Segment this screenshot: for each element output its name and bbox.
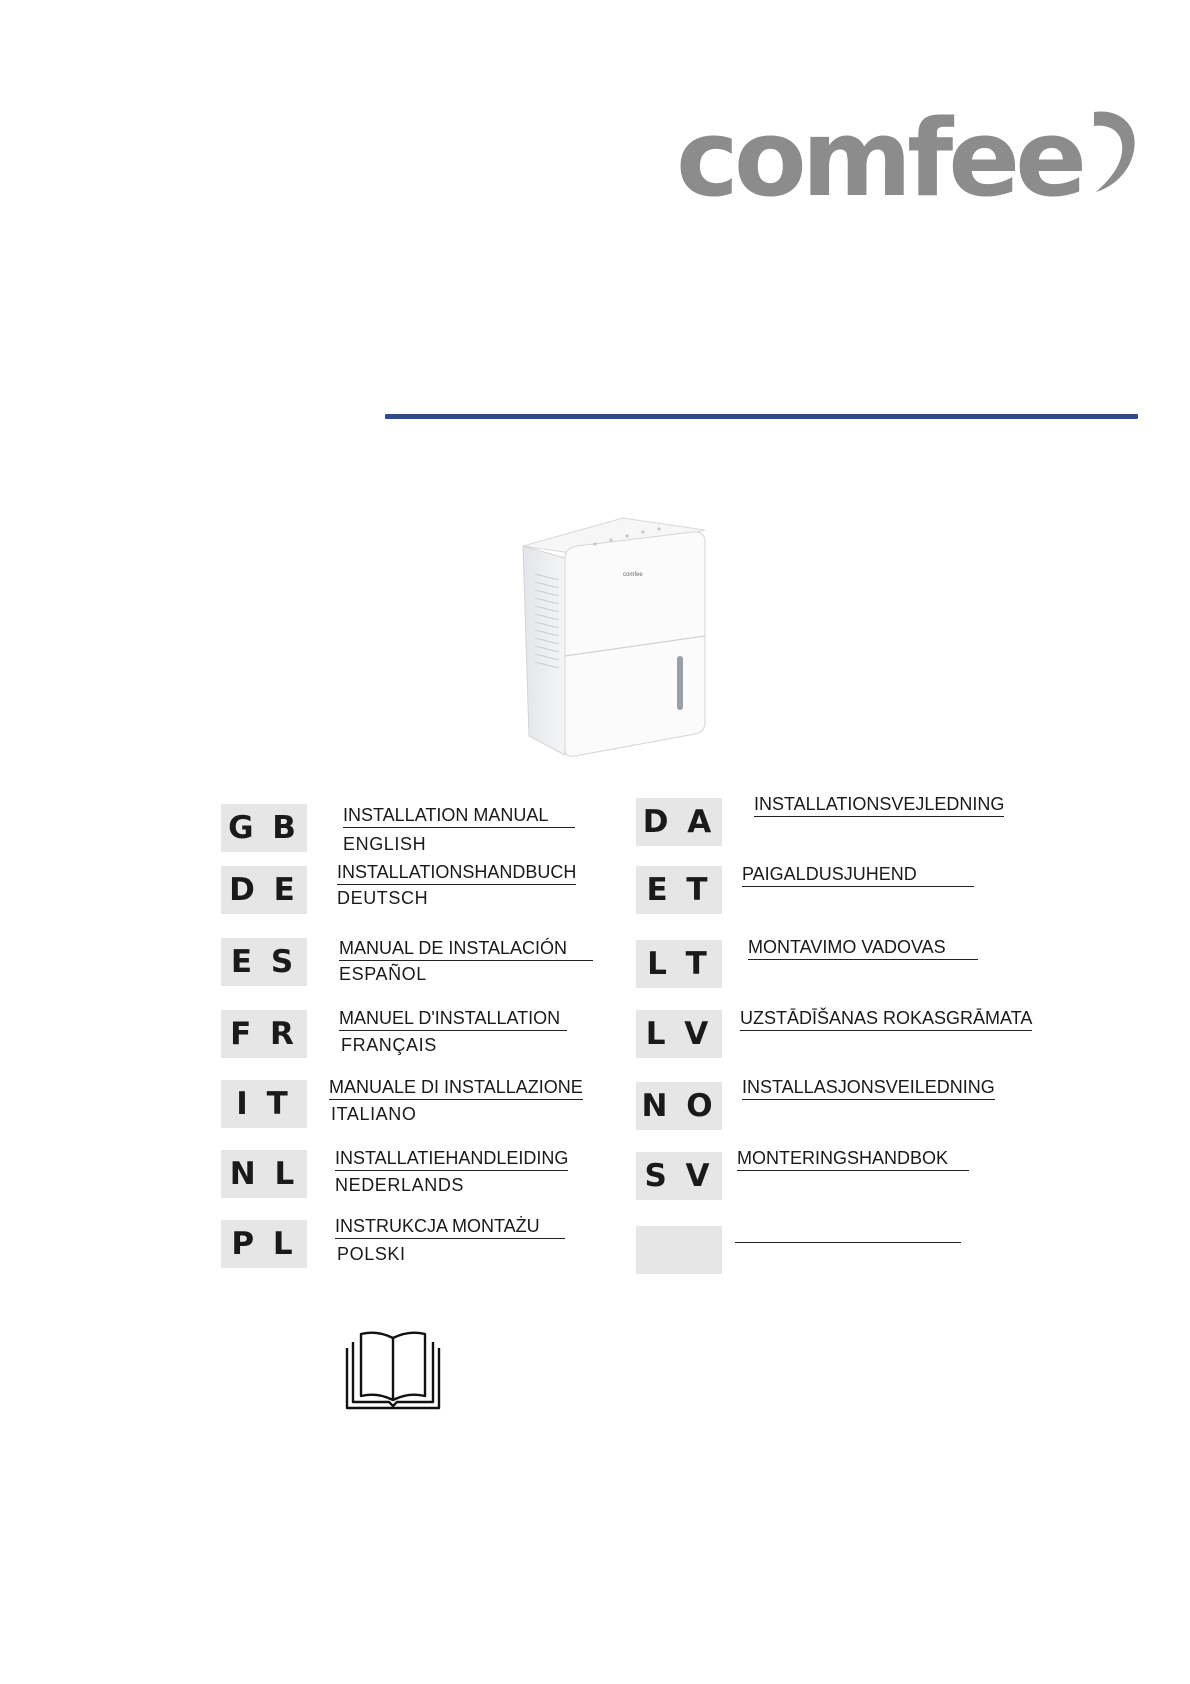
language-code-box xyxy=(636,1226,722,1274)
language-entry-gb xyxy=(221,804,621,860)
language-entry-blank xyxy=(636,1226,1036,1282)
manual-title: INSTRUKCJA MONTAŻU xyxy=(335,1215,565,1239)
language-code-box: S V xyxy=(636,1152,722,1200)
language-name: FRANÇAIS xyxy=(341,1035,437,1055)
language-entry-pl xyxy=(221,1216,621,1276)
language-code-box: E S xyxy=(221,938,307,986)
language-name: POLSKI xyxy=(337,1244,406,1264)
manual-title: INSTALLATIONSVEJLEDNING xyxy=(754,793,1004,817)
language-entry-es xyxy=(221,938,621,994)
language-code-box: D E xyxy=(221,866,307,914)
language-entry-nl xyxy=(221,1150,621,1206)
manual-title: PAIGALDUSJUHEND xyxy=(742,863,974,887)
language-code-box: D A xyxy=(636,798,722,846)
manual-title: MONTAVIMO VADOVAS xyxy=(748,936,978,960)
language-entry-lt xyxy=(636,937,1036,996)
manual-title: MANUALE DI INSTALLAZIONE xyxy=(329,1076,583,1100)
language-entry-lv xyxy=(636,1010,1036,1066)
language-entry-fr xyxy=(221,1010,621,1066)
language-entry-sv xyxy=(636,1148,1036,1208)
language-entry-it xyxy=(221,1077,621,1136)
blank-title-line xyxy=(735,1242,961,1243)
language-name: ITALIANO xyxy=(331,1104,417,1124)
logo-swoosh-icon xyxy=(1084,106,1144,192)
manual-title: INSTALLATIONSHANDBUCH xyxy=(337,861,576,885)
language-code-box: P L xyxy=(221,1220,307,1268)
language-name: ENGLISH xyxy=(343,834,427,854)
manual-title: INSTALLATIEHANDLEIDING xyxy=(335,1147,568,1171)
manual-title: MANUEL D'INSTALLATION xyxy=(339,1007,567,1031)
language-name: ESPAÑOL xyxy=(339,964,427,984)
language-code-box: E T xyxy=(636,866,722,914)
language-entry-da xyxy=(636,794,1036,854)
language-code-box: L V xyxy=(636,1010,722,1058)
manual-title: UZSTĀDĪŠANAS ROKASGRĀMATA xyxy=(740,1007,1032,1031)
language-name: DEUTSCH xyxy=(337,888,429,908)
logo-wordmark: comfee xyxy=(676,97,1083,220)
dehumidifier-image xyxy=(515,510,715,760)
manual-title: INSTALLASJONSVEILEDNING xyxy=(742,1076,995,1100)
manual-title: MONTERINGSHANDBOK xyxy=(737,1147,969,1171)
device-logo: comfee xyxy=(623,572,643,578)
manual-title: INSTALLATION MANUAL xyxy=(343,804,575,828)
language-name: NEDERLANDS xyxy=(335,1175,465,1195)
language-code-box: F R xyxy=(221,1010,307,1058)
language-entry-et xyxy=(636,866,1036,922)
manual-title: MANUAL DE INSTALACIÓN xyxy=(339,937,593,961)
language-code-box: L T xyxy=(636,940,722,988)
open-book-icon xyxy=(343,1328,443,1410)
comfee-logo xyxy=(676,97,1156,220)
language-entry-no xyxy=(636,1077,1036,1138)
language-code-box: G B xyxy=(221,804,307,852)
language-code-box: N O xyxy=(636,1082,722,1130)
language-code-box: N L xyxy=(221,1150,307,1198)
header-divider xyxy=(385,414,1138,419)
language-code-box: I T xyxy=(221,1080,307,1128)
language-entry-de xyxy=(221,862,621,922)
